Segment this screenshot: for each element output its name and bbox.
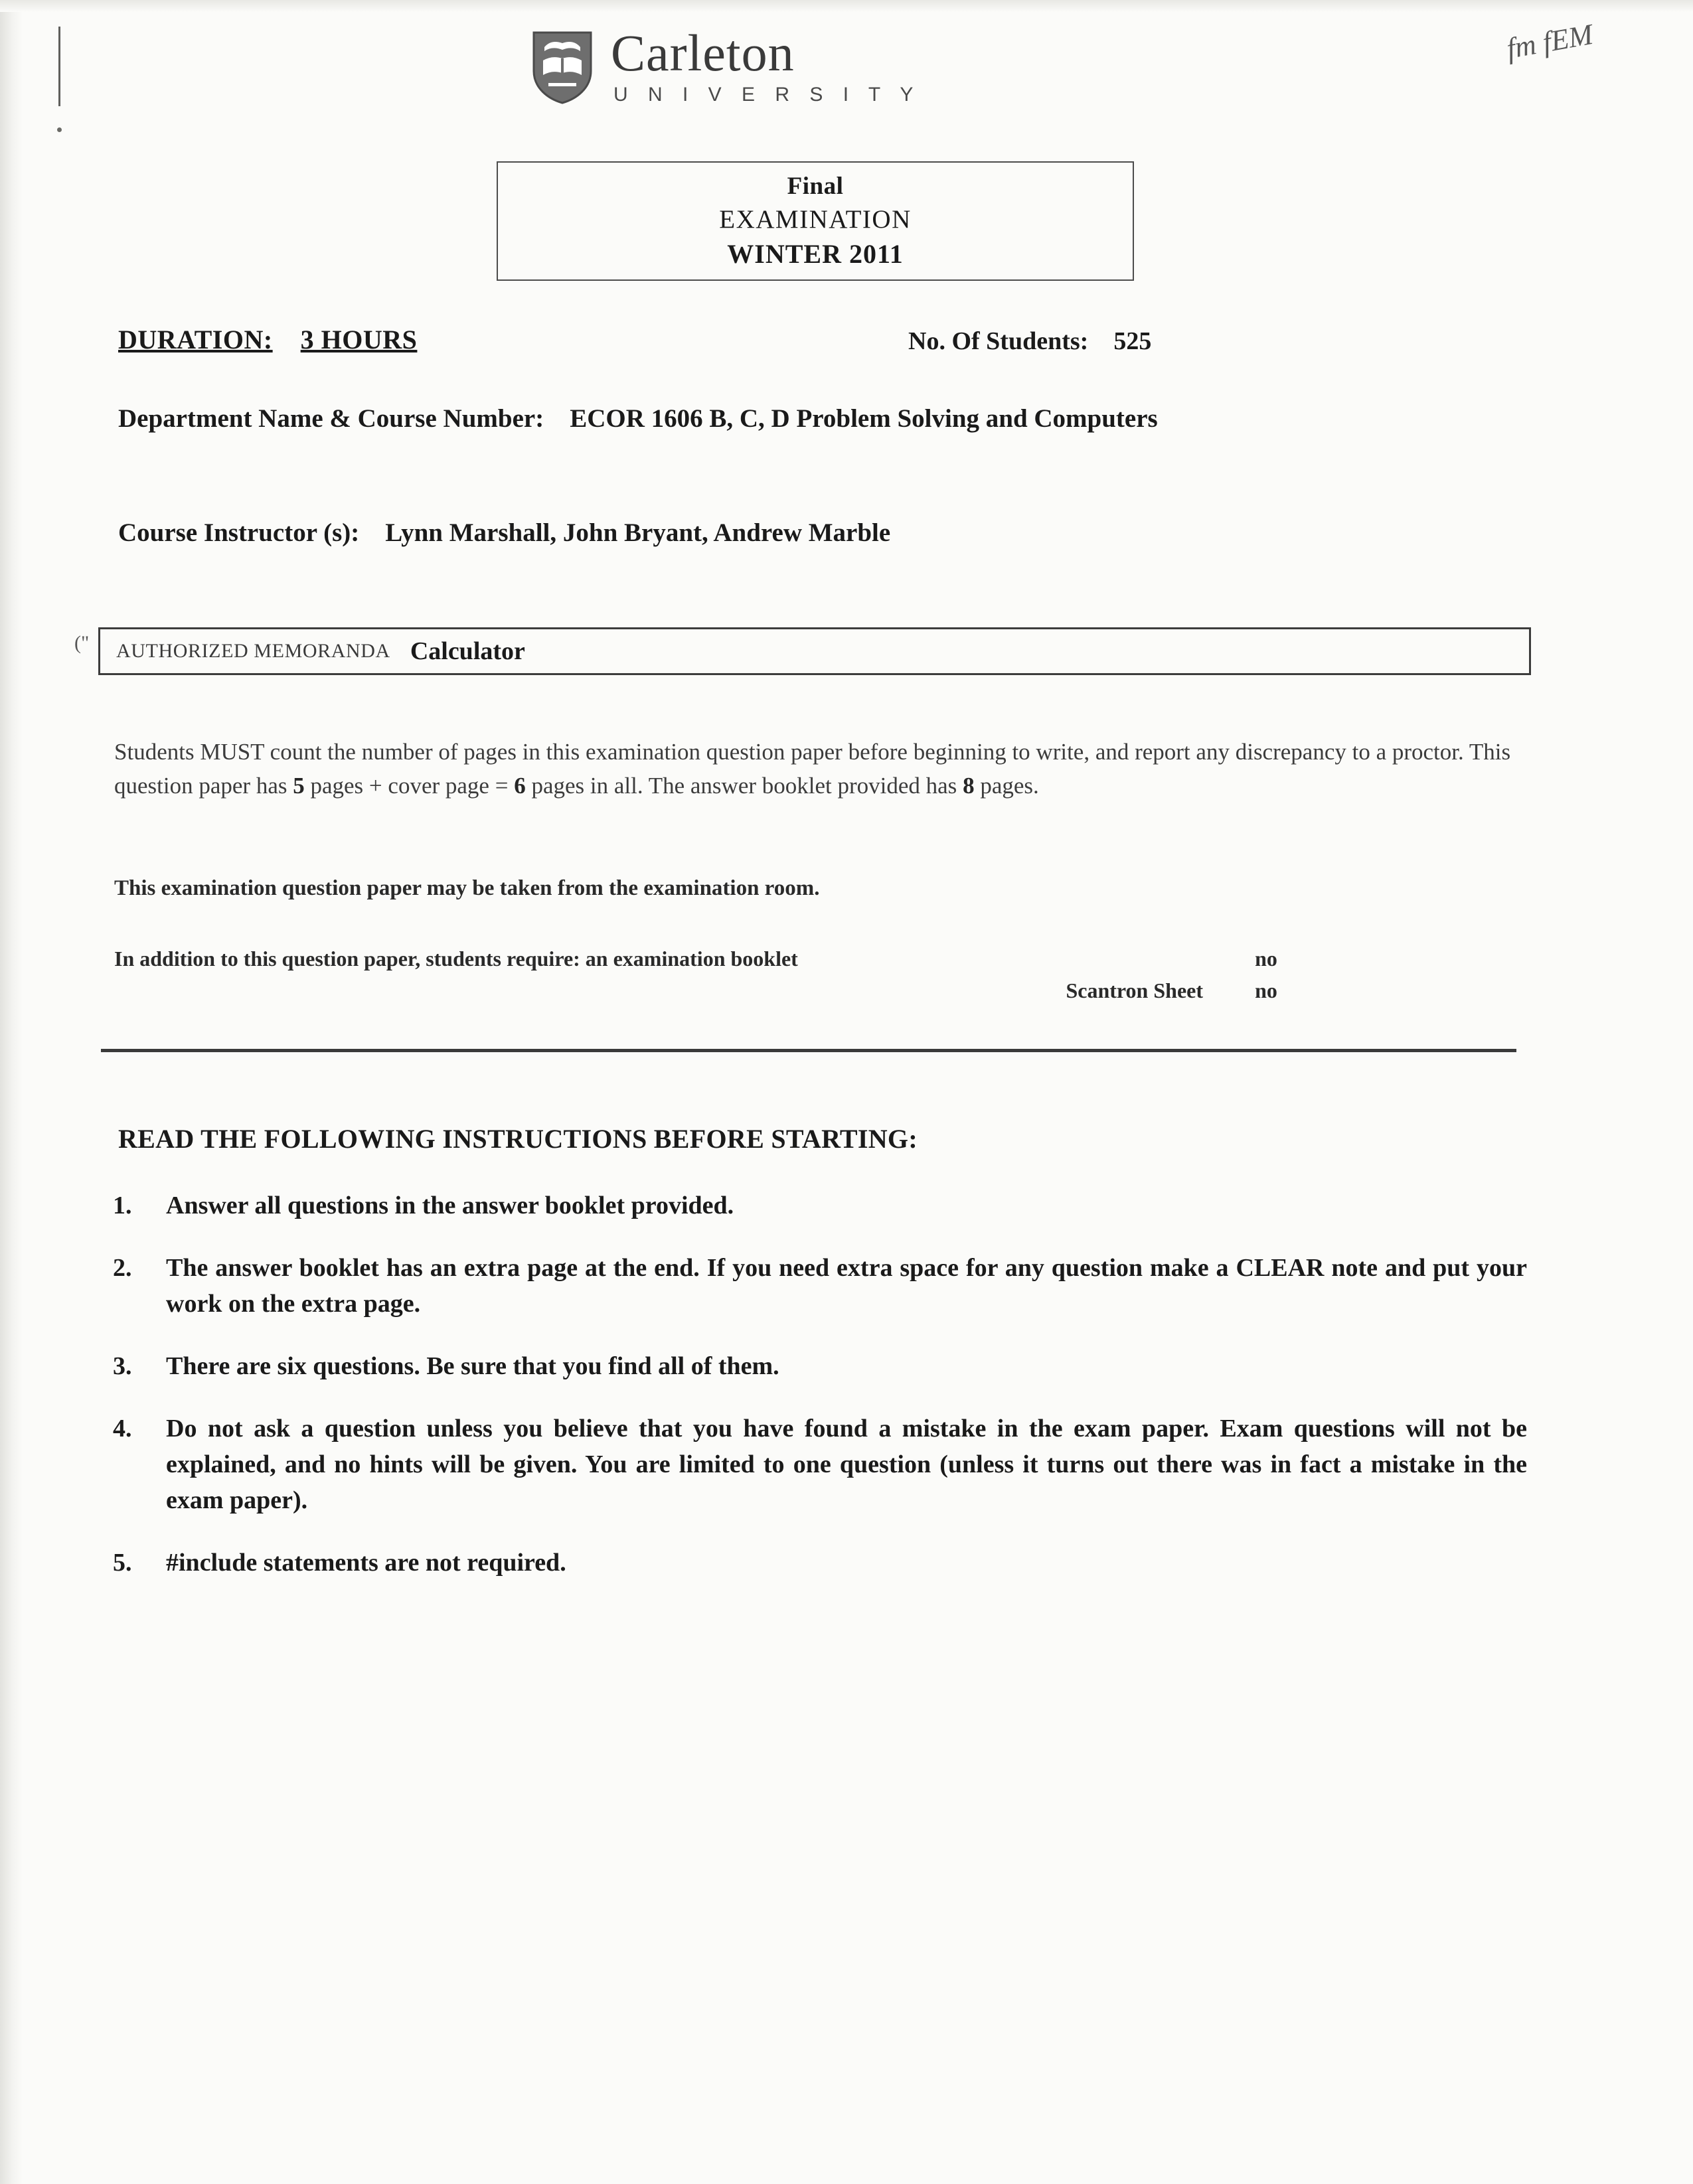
list-item: [113, 1188, 1527, 1224]
take-home-paragraph: [114, 876, 1508, 901]
department-label: Department Name & Course Number:: [118, 404, 544, 433]
instruction-text: Do not ask a question unless you believe that you have found a mistake in the exam paper. Exam questions will not be explained, and no hints will be given. You are limited to one question (unless it turns out there was in fact a mistake in the exam paper).: [166, 1414, 1527, 1514]
shield-book-icon: [531, 27, 594, 106]
page-count-part4: pages.: [974, 772, 1039, 799]
duration-line: [118, 324, 417, 355]
exam-title-box: [497, 161, 1134, 281]
exam-type-examination: EXAMINATION: [719, 205, 912, 234]
exam-type-final: Final: [787, 173, 844, 200]
instruction-text: The answer booklet has an extra page at the end. If you need extra space for any question make a CLEAR note and put your work on the extra page.: [166, 1253, 1527, 1318]
instructions-list: [113, 1188, 1527, 1608]
materials-row-booklet: [114, 943, 1329, 975]
materials-required-block: [114, 943, 1329, 1006]
instructor-line: [118, 518, 890, 548]
page-count-part3: pages in all. The answer booklet provided has: [525, 772, 963, 799]
duration-label: DURATION:: [118, 325, 273, 354]
ghost-text: [1261, 126, 1500, 146]
exam-term: WINTER 2011: [727, 239, 904, 269]
ghost-text: [80, 1679, 1408, 1719]
wordmark: [611, 24, 921, 106]
page-count-pages: 5: [293, 772, 305, 799]
section-divider: [101, 1049, 1516, 1052]
list-item: [113, 1349, 1527, 1385]
instruction-number: 2.: [113, 1253, 132, 1282]
materials-booklet-label: In addition to this question paper, students require: an examination booklet: [114, 947, 798, 971]
instruction-number: 4.: [113, 1414, 132, 1443]
take-home-emphasis: may: [426, 876, 467, 900]
scan-tick-mark: (": [74, 632, 90, 654]
instruction-number: 1.: [113, 1192, 132, 1219]
materials-scantron-label: Scantron Sheet: [1066, 978, 1203, 1002]
student-count-label: No. Of Students:: [908, 327, 1089, 355]
instruction-number: 3.: [113, 1352, 132, 1380]
student-count-line: [908, 327, 1151, 356]
page-count-total: 6: [514, 772, 526, 799]
instructions-heading: READ THE FOLLOWING INSTRUCTIONS BEFORE STARTING:: [118, 1124, 918, 1154]
page-count-paragraph: [114, 736, 1528, 803]
instructor-label: Course Instructor (s):: [118, 518, 360, 547]
page-count-booklet: 8: [963, 772, 975, 799]
list-item: [113, 1411, 1527, 1519]
page-count-part2: pages + cover page =: [304, 772, 515, 799]
department-line: [118, 404, 1158, 433]
university-name: Carleton: [611, 24, 795, 82]
university-logo: [531, 24, 1022, 106]
instruction-text: #include statements are not required.: [166, 1548, 566, 1577]
materials-booklet-value: no: [1255, 947, 1277, 971]
page-count-part1: Students MUST count the number of pages in this examination question paper before beginning to write, and report any discrepancy to a proctor. This question paper has: [114, 739, 1511, 799]
duration-value: 3 HOURS: [300, 325, 418, 354]
handwritten-annotation: fm fEM: [1504, 18, 1596, 65]
take-home-part1: This examination question paper: [114, 876, 427, 900]
instruction-text: There are six questions. Be sure that you find all of them.: [166, 1352, 779, 1380]
authorized-memoranda-box: [98, 627, 1531, 675]
authorized-memoranda-label: AUTHORIZED MEMORANDA: [116, 640, 390, 662]
list-item: [113, 1545, 1527, 1581]
instruction-number: 5.: [113, 1548, 132, 1577]
student-count-value: 525: [1113, 327, 1152, 355]
university-subtitle: U N I V E R S I T Y: [613, 83, 921, 106]
authorized-memoranda-value: Calculator: [410, 637, 525, 665]
list-item: [113, 1251, 1527, 1322]
instructor-value: Lynn Marshall, John Bryant, Andrew Marble: [385, 518, 891, 547]
materials-row-scantron: [114, 975, 1329, 1006]
department-value: ECOR 1606 B, C, D Problem Solving and Computers: [570, 404, 1158, 433]
materials-scantron-value: no: [1255, 978, 1277, 1002]
take-home-part2: be taken from the examination room.: [467, 876, 820, 900]
instruction-text: Answer all questions in the answer booklet provided.: [166, 1192, 734, 1219]
